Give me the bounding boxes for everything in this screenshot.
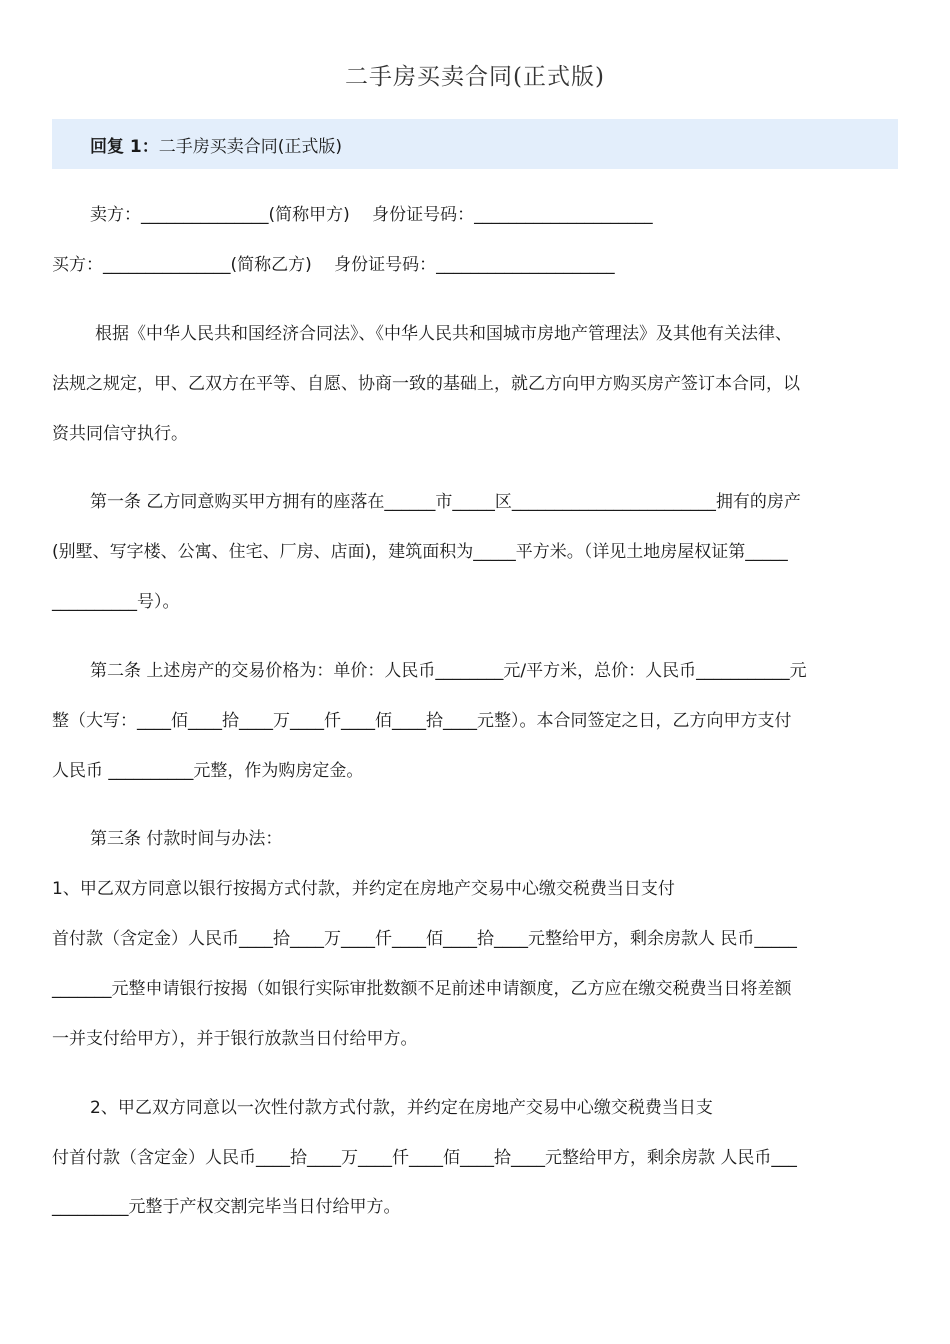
article-3-item-1-line-1: 1、甲乙双方同意以银行按揭方式付款，并约定在房地产交易中心缴交税费当日支付 (52, 879, 675, 899)
article-1-line-2: (别墅、写字楼、公寓、住宅、厂房、店面)，建筑面积为_____平方米。（详见土地房屋权证第_____ (52, 542, 788, 562)
article-3-heading: 第三条 付款时间与办法： (90, 829, 283, 849)
reply-title: 二手房买卖合同(正式版) (158, 137, 343, 157)
article-3-item-2-line-3: _________元整于产权交割完毕当日付给甲方。 (52, 1197, 401, 1217)
article-2-line-3: 人民币 __________元整，作为购房定金。 (52, 761, 364, 781)
preamble-line-3: 资共同信守执行。 (52, 424, 188, 444)
article-3-item-1-line-4: 一并支付给甲方），并于银行放款当日付给甲方。 (52, 1029, 418, 1049)
article-3-item-1-line-2: 首付款（含定金）人民币____拾____万____仟____佰____拾____元整给甲方，剩余房款人 民币_____ (52, 929, 797, 949)
reply-header-bar (52, 119, 898, 169)
article-1-line-3: __________号）。 (52, 592, 180, 612)
seller-line: 卖方：_______________(简称甲方) 身份证号码：_____________________ (90, 205, 653, 225)
article-3-item-1-line-3: _______元整申请银行按揭（如银行实际审批数额不足前述申请额度，乙方应在缴交税费当日将差额 (52, 979, 792, 999)
preamble-line-1: 根据《中华人民共和国经济合同法》、《中华人民共和国城市房地产管理法》及其他有关法律、 (95, 324, 792, 344)
article-2-line-1: 第二条 上述房产的交易价格为：单价：人民币________元/平方米，总价：人民币___________元 (90, 661, 807, 681)
article-2-line-2: 整（大写：____佰____拾____万____仟____佰____拾____元整）。本合同签定之日，乙方向甲方支付 (52, 711, 792, 731)
buyer-line: 买方：_______________(简称乙方) 身份证号码：_____________________ (52, 255, 615, 275)
document-title: 二手房买卖合同(正式版) (345, 64, 605, 90)
article-1-line-1: 第一条 乙方同意购买甲方拥有的座落在______市_____区________________________拥有的房产 (90, 492, 801, 512)
reply-label: 回复 1： (90, 137, 159, 157)
article-3-item-2-line-1: 2、甲乙双方同意以一次性付款方式付款，并约定在房地产交易中心缴交税费当日支 (90, 1098, 713, 1118)
reply-header (90, 132, 342, 157)
preamble-line-2: 法规之规定，甲、乙双方在平等、自愿、协商一致的基础上，就乙方向甲方购买房产签订本合同，以 (52, 374, 800, 394)
article-3-item-2-line-2: 付首付款（含定金）人民币____拾____万____仟____佰____拾____元整给甲方，剩余房款 人民币___ (52, 1148, 797, 1168)
